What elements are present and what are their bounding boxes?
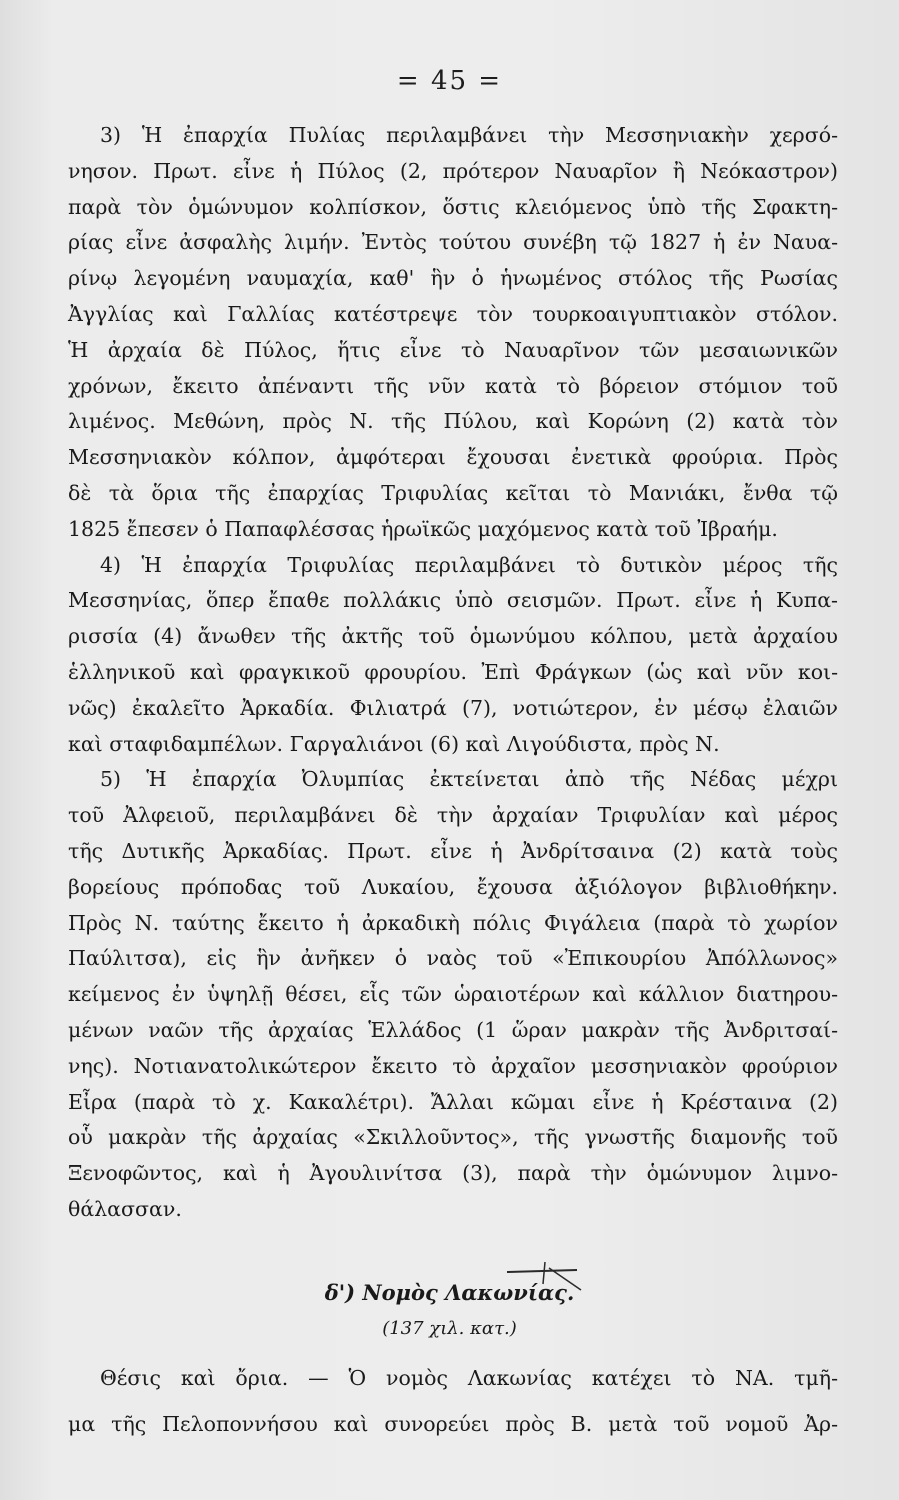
text-line: νης). Νοτιανατολικώτερον ἔκειτο τὸ ἀρχαῖον μεσσηνιακὸν φρούριον (68, 1053, 838, 1078)
text-line: 4) Ἡ ἐπαρχία Τριφυλίας περιλαμβάνει τὸ δυτικὸν μέρος τῆς (100, 552, 838, 577)
section-subheading: (137 χιλ. κατ.) (382, 1318, 517, 1339)
text-line: Πρὸς Ν. ταύτης ἔκειτο ἡ ἀρκαδικὴ πόλις Φιγάλεια (παρὰ τὸ χωρίον (68, 910, 838, 935)
text-line: 5) Ἡ ἐπαρχία Ὀλυμπίας ἐκτείνεται ἀπὸ τῆς Νέδας μέχρι (100, 767, 838, 792)
text-line: Ξενοφῶντος, καὶ ἡ Ἀγουλινίτσα (3), παρὰ τὴν ὁμώνυμον λιμνο- (68, 1161, 838, 1186)
text-line: Ἡ ἀρχαία δὲ Πύλος, ἥτις εἶνε τὸ Ναυαρῖνον τῶν μεσαιωνικῶν (68, 337, 838, 362)
text-line: κείμενος ἐν ὑψηλῇ θέσει, εἷς τῶν ὡραιοτέρων καὶ κάλλιον διατηρου- (68, 982, 838, 1007)
text-line: μένων ναῶν τῆς ἀρχαίας Ἑλλάδος (1 ὥραν μακρὰν τῆς Ἀνδριτσαί- (68, 1017, 838, 1042)
text-line: νῶς) ἐκαλεῖτο Ἀρκαδία. Φιλιατρά (7), νοτιώτερον, ἐν μέσῳ ἐλαιῶν (68, 695, 838, 720)
text-line: καὶ σταφιδαμπέλων. Γαργαλιάνοι (6) καὶ Λιγούδιστα, πρὸς Ν. (68, 731, 720, 756)
text-line: Ἀγγλίας καὶ Γαλλίας κατέστρεψε τὸν τουρκοαιγυπτιακὸν στόλον. (68, 301, 838, 326)
page-number: = 45 = (396, 66, 503, 96)
text-line: βορείους πρόποδας τοῦ Λυκαίου, ἔχουσα ἀξιόλογον βιβλιοθήκην. (68, 874, 838, 899)
text-line: 1825 ἔπεσεν ὁ Παπαφλέσσας ἡρωϊκῶς μαχόμενος κατὰ τοῦ Ἰβραήμ. (68, 516, 778, 541)
text-line: τοῦ Ἀλφειοῦ, περιλαμβάνει δὲ τὴν ἀρχαίαν Τριφυλίαν καὶ μέρος (68, 803, 838, 828)
section-heading: δ') Νομὸς Λακωνίας. (324, 1280, 575, 1305)
text-line: θάλασσαν. (68, 1196, 182, 1221)
text-line: λιμένος. Μεθώνη, πρὸς Ν. τῆς Πύλου, καὶ Κορώνη (2) κατὰ τὸν (68, 409, 838, 434)
text-line: νησον. Πρωτ. εἶνε ἡ Πύλος (2, πρότερον Ναυαρῖον ἢ Νεόκαστρον) (68, 158, 838, 183)
text-line: χρόνων, ἔκειτο ἀπέναντι τῆς νῦν κατὰ τὸ βόρειον στόμιον τοῦ (68, 373, 838, 398)
text-line: ρισσία (4) ἄνωθεν τῆς ἀκτῆς τοῦ ὁμωνύμου κόλπου, μετὰ ἀρχαίου (68, 624, 838, 649)
text-line: παρὰ τὸν ὁμώνυμον κολπίσκον, ὅστις κλειόμενος ὑπὸ τῆς Σφακτη- (68, 194, 838, 219)
text-line: δὲ τὰ ὅρια τῆς ἐπαρχίας Τριφυλίας κεῖται τὸ Μανιάκι, ἔνθα τῷ (68, 480, 838, 505)
text-line: 3) Ἡ ἐπαρχία Πυλίας περιλαμβάνει τὴν Μεσσηνιακὴν χερσό- (100, 123, 838, 147)
text-line: Εἶρα (παρὰ τὸ χ. Κακαλέτρι). Ἄλλαι κῶμαι εἶνε ἡ Κρέσταινα (2) (68, 1089, 838, 1114)
text-line: τῆς Δυτικῆς Ἀρκαδίας. Πρωτ. εἶνε ἡ Ἀνδρίτσαινα (2) κατὰ τοὺς (68, 838, 838, 863)
text-line: οὗ μακρὰν τῆς ἀρχαίας «Σκιλλοῦντος», τῆς γνωστῆς διαμονῆς τοῦ (68, 1125, 838, 1150)
text-line: Μεσσηνιακὸν κόλπον, ἀμφότεραι ἔχουσαι ἐνετικὰ φρούρια. Πρὸς (68, 445, 838, 470)
body-text (68, 118, 838, 1228)
text-line: Θέσις καὶ ὄρια. — Ὁ νομὸς Λακωνίας κατέχει τὸ ΝΑ. τμῆ- (100, 1366, 838, 1390)
text-line: ἑλληνικοῦ καὶ φραγκικοῦ φρουρίου. Ἐπὶ Φράγκων (ὡς καὶ νῦν κοι- (68, 659, 838, 684)
text-line: Μεσσηνίας, ὅπερ ἔπαθε πολλάκις ὑπὸ σεισμῶν. Πρωτ. εἶνε ἡ Κυπα- (68, 588, 838, 613)
text-line: μα τῆς Πελοποννήσου καὶ συνορεύει πρὸς Β. μετὰ τοῦ νομοῦ Ἀρ- (68, 1412, 838, 1436)
text-line: Παύλιτσα), εἰς ἣν ἀνῆκεν ὁ ναὸς τοῦ «Ἐπικουρίου Ἀπόλλωνος» (68, 946, 838, 971)
section-text (68, 1355, 838, 1447)
text-line: ρίνῳ λεγομένη ναυμαχία, καθ' ἣν ὁ ἡνωμένος στόλος τῆς Ρωσίας (68, 266, 838, 291)
text-line: ρίας εἶνε ἀσφαλὴς λιμήν. Ἐντὸς τούτου συνέβη τῷ 1827 ἡ ἐν Ναυα- (68, 230, 838, 255)
